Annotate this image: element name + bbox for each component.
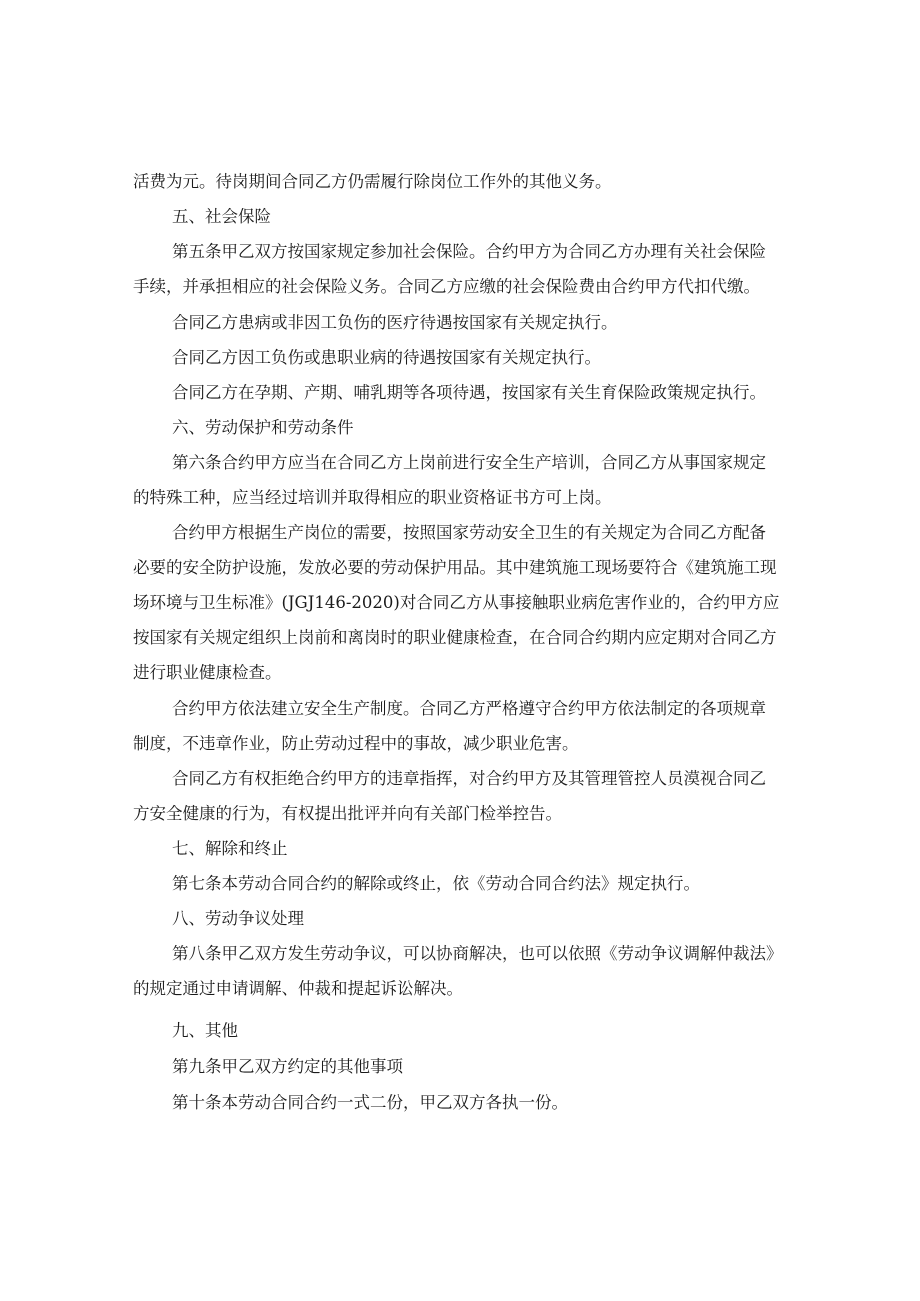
- section-heading: 五、社会保险: [172, 207, 271, 226]
- text-line: 方安全健康的行为，有权提出批评并向有关部门检举控告。: [133, 804, 562, 823]
- text-line: 合同乙方患病或非因工负伤的医疗待遇按国家有关规定执行。: [172, 313, 618, 332]
- text-line: 活费为元。待岗期间合同乙方仍需履行除岗位工作外的其他义务。: [133, 172, 612, 191]
- text-line: 合约甲方根据生产岗位的需要，按照国家劳动安全卫生的有关规定为合同乙方配备: [172, 523, 766, 542]
- text-line: 第五条甲乙双方按国家规定参加社会保险。合约甲方为合同乙方办理有关社会保险: [172, 242, 766, 261]
- text-line: 第十条本劳动合同合约一式二份，甲乙双方各执一份。: [172, 1093, 568, 1112]
- section-heading: 七、解除和终止: [172, 839, 288, 858]
- text-line: 合约甲方依法建立安全生产制度。合同乙方严格遵守合约甲方依法制定的各项规章: [172, 699, 766, 718]
- text-line: 必要的安全防护设施，发放必要的劳动保护用品。其中建筑施工现场要符合《建筑施工现: [133, 558, 777, 577]
- text-line: 第八条甲乙双方发生劳动争议，可以协商解决，也可以依照《劳动争议调解仲裁法》: [172, 944, 783, 963]
- text-line: 场环境与卫生标准》(JGJ146-2020)对合同乙方从事接触职业病危害作业的，合约甲方应: [133, 593, 780, 612]
- text-line: 第六条合约甲方应当在合同乙方上岗前进行安全生产培训，合同乙方从事国家规定: [172, 453, 766, 472]
- text-line: 进行职业健康检查。: [133, 663, 282, 682]
- section-heading: 九、其他: [172, 1021, 238, 1040]
- text-line: 的规定通过申请调解、仲裁和提起诉讼解决。: [133, 979, 463, 998]
- text-line: 手续，并承担相应的社会保险义务。合同乙方应缴的社会保险费由合约甲方代扣代缴。: [133, 277, 760, 296]
- section-heading: 六、劳动保护和劳动条件: [172, 418, 354, 437]
- section-heading: 八、劳动争议处理: [172, 909, 304, 928]
- text-line: 制度，不违章作业，防止劳动过程中的事故，减少职业危害。: [133, 734, 579, 753]
- text-line: 第九条甲乙双方约定的其他事项: [172, 1057, 403, 1076]
- text-line: 按国家有关规定组织上岗前和离岗时的职业健康检查，在合同合约期内应定期对合同乙方: [133, 628, 777, 647]
- text-line: 合同乙方在孕期、产期、哺乳期等各项待遇，按国家有关生育保险政策规定执行。: [172, 383, 766, 402]
- text-line: 合同乙方因工负伤或患职业病的待遇按国家有关规定执行。: [172, 348, 601, 367]
- text-line: 第七条本劳动合同合约的解除或终止，依《劳动合同合约法》规定执行。: [172, 874, 700, 893]
- text-line: 的特殊工种，应当经过培训并取得相应的职业资格证书方可上岗。: [133, 488, 612, 507]
- text-line: 合同乙方有权拒绝合约甲方的违章指挥，对合约甲方及其管理管控人员漠视合同乙: [172, 769, 766, 788]
